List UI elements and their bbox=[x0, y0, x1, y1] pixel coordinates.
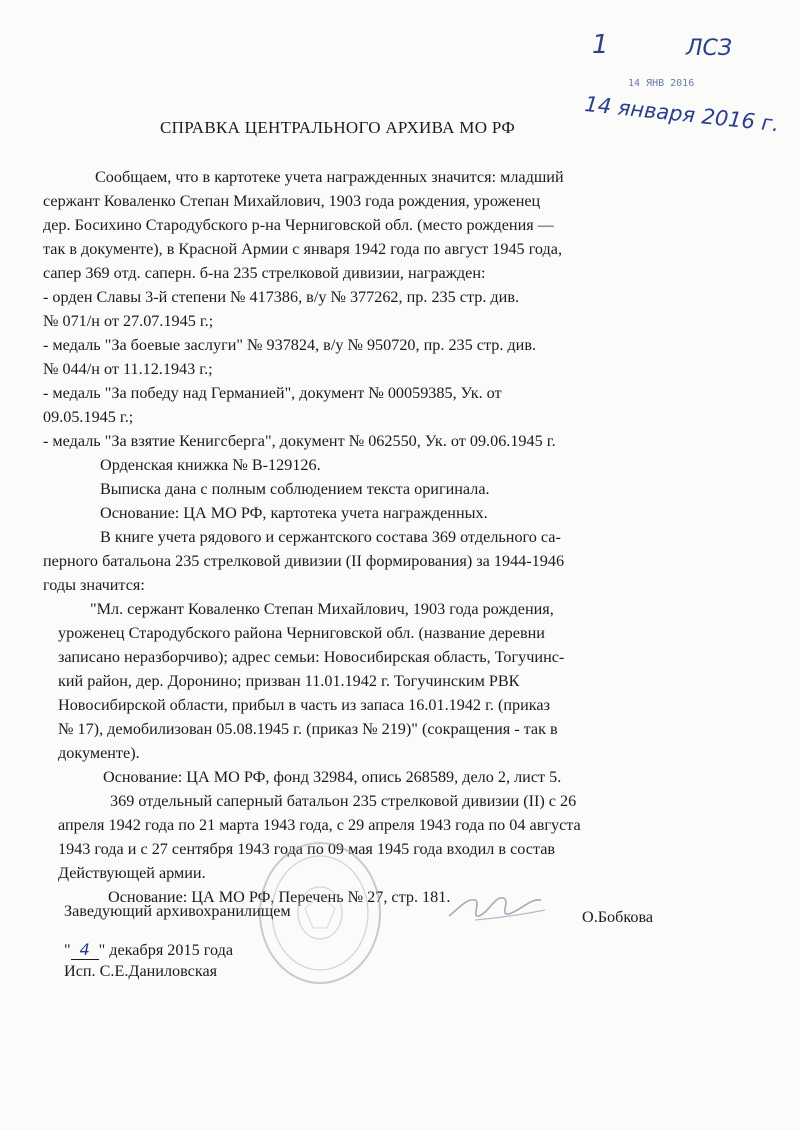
body-line: Орденская книжка № В-129126. bbox=[100, 456, 321, 474]
body-line: В книге учета рядового и сержантского состава 369 отдельного са- bbox=[100, 528, 561, 546]
body-line: 09.05.1945 г.; bbox=[43, 408, 134, 426]
signer-position: Заведующий архивохранилищем bbox=[64, 902, 291, 920]
handwritten-ref-number: ЛСЗ bbox=[686, 36, 733, 61]
received-stamp-text: 14 ЯНВ 2016 bbox=[628, 78, 695, 89]
handwritten-page-mark: 1 bbox=[592, 30, 609, 60]
handwritten-date-note: 14 января 2016 г. bbox=[583, 92, 781, 137]
body-line: перного батальона 235 стрелковой дивизии (II формирования) за 1944-1946 bbox=[43, 552, 565, 570]
date-rest: " декабря 2015 года bbox=[98, 941, 234, 959]
body-line: Сообщаем, что в картотеке учета награжденных значится: младший bbox=[95, 168, 564, 186]
body-line: Основание: ЦА МО РФ, фонд 32984, опись 268589, дело 2, лист 5. bbox=[103, 768, 562, 786]
body-line: документе). bbox=[58, 744, 140, 762]
body-line: № 071/н от 27.07.1945 г.; bbox=[43, 312, 214, 330]
document-date bbox=[64, 940, 233, 960]
body-line: Новосибирской области, прибыл в часть из запаса 16.01.1942 г. (приказ bbox=[58, 696, 550, 714]
body-line: - медаль "За боевые заслуги" № 937824, в/у № 950720, пр. 235 стр. див. bbox=[43, 336, 537, 354]
body-line: № 17), демобилизован 05.08.1945 г. (приказ № 219)" (сокращения - так в bbox=[58, 720, 558, 738]
body-line: записано неразборчиво); адрес семьи: Новосибирская область, Тогучинс- bbox=[58, 648, 565, 666]
document-title: СПРАВКА ЦЕНТРАЛЬНОГО АРХИВА МО РФ bbox=[160, 118, 516, 137]
date-quote-open: " bbox=[64, 941, 71, 959]
body-line: кий район, дер. Доронино; призван 11.01.1942 г. Тогучинским РВК bbox=[58, 672, 520, 690]
body-line: сержант Коваленко Степан Михайлович, 1903 года рождения, уроженец bbox=[43, 192, 541, 210]
body-line: годы значится: bbox=[43, 576, 145, 594]
body-line: Основание: ЦА МО РФ, Перечень № 27, стр. 181. bbox=[108, 888, 451, 906]
body-line: № 044/н от 11.12.1943 г.; bbox=[43, 360, 213, 378]
body-line: Основание: ЦА МО РФ, картотека учета награжденных. bbox=[100, 504, 488, 522]
date-day: 4 bbox=[71, 940, 99, 960]
body-line: 1943 года и с 27 сентября 1943 года по 09 мая 1945 года входил в состав bbox=[58, 840, 556, 858]
body-line: Выписка дана с полным соблюдением текста оригинала. bbox=[100, 480, 490, 498]
body-line: сапер 369 отд. саперн. б-на 235 стрелковой дивизии, награжден: bbox=[43, 264, 486, 282]
body-line: - орден Славы 3-й степени № 417386, в/у № 377262, пр. 235 стр. див. bbox=[43, 288, 520, 306]
body-line: уроженец Стародубского района Черниговской обл. (название деревни bbox=[58, 624, 545, 642]
body-line: 369 отдельный саперный батальон 235 стрелковой дивизии (II) с 26 bbox=[110, 792, 577, 810]
body-line: Действующей армии. bbox=[58, 864, 206, 882]
signature-icon bbox=[445, 888, 555, 928]
body-line: - медаль "За победу над Германией", документ № 00059385, Ук. от bbox=[43, 384, 502, 402]
body-line: "Мл. сержант Коваленко Степан Михайлович, 1903 года рождения, bbox=[90, 600, 554, 618]
body-line: дер. Босихино Стародубского р-на Черниговской обл. (место рождения — bbox=[43, 216, 554, 234]
executor-name: Исп. С.Е.Даниловская bbox=[64, 962, 218, 980]
body-line: - медаль "За взятие Кенигсберга", документ № 062550, Ук. от 09.06.1945 г. bbox=[43, 432, 556, 450]
body-line: так в документе), в Красной Армии с января 1942 года по август 1945 года, bbox=[43, 240, 563, 258]
body-line: апреля 1942 года по 21 марта 1943 года, с 29 апреля 1943 года по 04 августа bbox=[58, 816, 581, 834]
signer-name: О.Бобкова bbox=[582, 908, 654, 926]
